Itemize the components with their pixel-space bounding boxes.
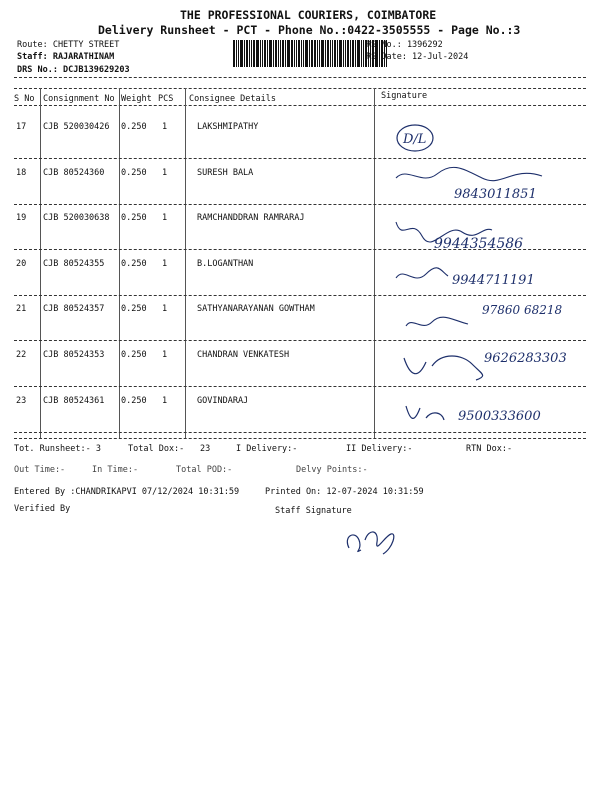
barcode-bar xyxy=(233,40,235,67)
cell-consignee: LAKSHMIPATHY xyxy=(197,122,259,132)
cell-pcs: 1 xyxy=(162,259,168,269)
barcode-bar xyxy=(327,40,329,67)
barcode-bar xyxy=(291,40,293,67)
rs-date: RS Date: 12-Jul-2024 xyxy=(366,52,469,62)
ii-delivery: II Delivery:- xyxy=(346,444,413,454)
barcode-bar xyxy=(287,40,290,67)
barcode-bar xyxy=(278,40,279,67)
cell-pcs: 1 xyxy=(162,168,168,178)
barcode-bar xyxy=(246,40,248,67)
cell-pcs: 1 xyxy=(162,350,168,360)
rtn-dox: RTN Dox:- xyxy=(466,444,513,454)
cell-weight: 0.250 xyxy=(121,350,147,360)
barcode-bar xyxy=(305,40,308,67)
barcode-bar xyxy=(337,40,338,67)
row-divider xyxy=(14,432,586,433)
route-label: Route: CHETTY STREET xyxy=(17,40,120,50)
barcode-bar xyxy=(325,40,326,67)
header-divider xyxy=(14,105,586,106)
barcode-bar xyxy=(363,40,364,67)
cell-consignee: SURESH BALA xyxy=(197,168,254,178)
barcode-bar xyxy=(317,40,318,67)
signature-text: 9944354586 xyxy=(434,236,524,252)
cell-consignment: CJB 80524357 xyxy=(43,304,105,314)
barcode-bar xyxy=(251,40,252,67)
barcode-bar xyxy=(253,40,255,67)
barcode-bar xyxy=(238,40,239,67)
barcode-bar xyxy=(273,40,274,67)
cell-weight: 0.250 xyxy=(121,168,147,178)
signature-mark xyxy=(392,340,592,388)
signature-mark xyxy=(392,212,562,256)
cell-consignee: RAMCHANDDRAN RAMRARAJ xyxy=(197,213,305,223)
barcode-bar xyxy=(244,40,245,67)
barcode-bar xyxy=(311,40,313,67)
row-divider xyxy=(14,204,586,205)
barcode-bar xyxy=(319,40,320,67)
cell-weight: 0.250 xyxy=(121,213,147,223)
signature-text: 9843011851 xyxy=(454,187,537,202)
cell-sno: 20 xyxy=(16,259,27,269)
barcode-bar xyxy=(330,40,331,67)
barcode-bar xyxy=(355,40,356,67)
col-header-consignee: Consignee Details xyxy=(189,94,276,104)
barcode-bar xyxy=(240,40,243,67)
barcode xyxy=(233,40,388,67)
barcode-bar xyxy=(294,40,295,67)
cell-pcs: 1 xyxy=(162,213,168,223)
signature-mark xyxy=(392,118,442,158)
signature-text: 9500333600 xyxy=(458,409,541,424)
cell-sno: 23 xyxy=(16,396,27,406)
barcode-bar xyxy=(350,40,351,67)
signature-text: D/L xyxy=(403,132,427,147)
staff-signature-label: Staff Signature xyxy=(275,506,352,516)
cell-consignee: CHANDRAN VENKATESH xyxy=(197,350,290,360)
cell-pcs: 1 xyxy=(162,304,168,314)
barcode-bar xyxy=(339,40,342,67)
barcode-bar xyxy=(301,40,302,67)
delivery-points: Delvy Points:- xyxy=(296,465,368,475)
barcode-bar xyxy=(361,40,362,67)
cell-consignee: SATHYANARAYANAN GOWTHAM xyxy=(197,304,315,314)
drs-number: DRS No.: DCJB139629203 xyxy=(17,65,130,75)
barcode-bar xyxy=(347,40,349,67)
barcode-bar xyxy=(298,40,300,67)
signature-mark xyxy=(392,260,562,294)
printed-on: Printed On: 12-07-2024 10:31:59 xyxy=(265,487,424,497)
cell-consignment: CJB 520030426 xyxy=(43,122,110,132)
signature-text: 9944711191 xyxy=(452,273,535,288)
barcode-bar xyxy=(256,40,259,67)
cell-consignee: B.LOGANTHAN xyxy=(197,259,254,269)
barcode-bar xyxy=(262,40,263,67)
barcode-bar xyxy=(357,40,360,67)
barcode-bar xyxy=(275,40,277,67)
signature-mark xyxy=(392,156,552,202)
barcode-bar xyxy=(296,40,297,67)
cell-consignment: CJB 80524361 xyxy=(43,396,105,406)
barcode-bar xyxy=(280,40,281,67)
in-time: In Time:- xyxy=(92,465,139,475)
company-title: THE PROFESSIONAL COURIERS, COIMBATORE xyxy=(180,8,437,22)
cell-sno: 19 xyxy=(16,213,27,223)
cell-sno: 22 xyxy=(16,350,27,360)
cell-consignment: CJB 80524360 xyxy=(43,168,105,178)
barcode-bar xyxy=(249,40,250,67)
cell-sno: 21 xyxy=(16,304,27,314)
col-header-consignment: Consignment No xyxy=(43,94,115,104)
col-header-weight: Weight xyxy=(121,94,152,104)
total-dox-label: Total Dox:- xyxy=(128,444,185,454)
signature-mark xyxy=(392,396,572,432)
barcode-bar xyxy=(269,40,272,67)
barcode-bar xyxy=(282,40,284,67)
barcode-bar xyxy=(345,40,346,67)
rs-number: RS No.: 1396292 xyxy=(366,40,443,50)
out-time: Out Time:- xyxy=(14,465,66,475)
cell-consignment: CJB 80524353 xyxy=(43,350,105,360)
barcode-bar xyxy=(314,40,316,67)
barcode-bar xyxy=(352,40,354,67)
cell-weight: 0.250 xyxy=(121,259,147,269)
cell-consignment: CJB 80524355 xyxy=(43,259,105,269)
barcode-bar xyxy=(309,40,310,67)
barcode-bar xyxy=(260,40,261,67)
cell-sno: 18 xyxy=(16,168,27,178)
cell-pcs: 1 xyxy=(162,122,168,132)
tot-runsheet: Tot. Runsheet:- 3 xyxy=(14,444,101,454)
i-delivery: I Delivery:- xyxy=(236,444,298,454)
signature-text: 97860 68218 xyxy=(482,303,563,317)
barcode-bar xyxy=(343,40,344,67)
cell-weight: 0.250 xyxy=(121,122,147,132)
col-header-signature: Signature xyxy=(381,91,428,101)
total-pod: Total POD:- xyxy=(176,465,233,475)
signature-text: 9626283303 xyxy=(484,351,567,366)
col-header-sno: S No xyxy=(14,94,35,104)
header-divider xyxy=(14,77,586,78)
staff-label: Staff: RAJARATHINAM xyxy=(17,52,115,62)
entered-by: Entered By :CHANDRIKAPVI 07/12/2024 10:31:59 xyxy=(14,487,240,497)
signature-mark xyxy=(392,296,572,344)
cell-consignee: GOVINDARAJ xyxy=(197,396,249,406)
cell-sno: 17 xyxy=(16,122,27,132)
footer-divider xyxy=(14,438,586,439)
cell-pcs: 1 xyxy=(162,396,168,406)
cell-consignment: CJB 520030638 xyxy=(43,213,110,223)
barcode-bar xyxy=(321,40,324,67)
cell-weight: 0.250 xyxy=(121,304,147,314)
header-divider xyxy=(14,88,586,89)
total-dox-value: 23 xyxy=(200,444,211,454)
verified-by: Verified By xyxy=(14,504,71,514)
col-header-pcs: PCS xyxy=(158,94,174,104)
barcode-bar xyxy=(264,40,266,67)
barcode-bar xyxy=(332,40,333,67)
barcode-bar xyxy=(236,40,237,67)
runsheet-subtitle: Delivery Runsheet - PCT - Phone No.:0422-3505555 - Page No.:3 xyxy=(98,23,521,37)
barcode-bar xyxy=(267,40,268,67)
barcode-bar xyxy=(303,40,304,67)
barcode-bar xyxy=(334,40,336,67)
barcode-bar xyxy=(285,40,286,67)
staff-signature-mark xyxy=(335,518,415,566)
cell-weight: 0.250 xyxy=(121,396,147,406)
